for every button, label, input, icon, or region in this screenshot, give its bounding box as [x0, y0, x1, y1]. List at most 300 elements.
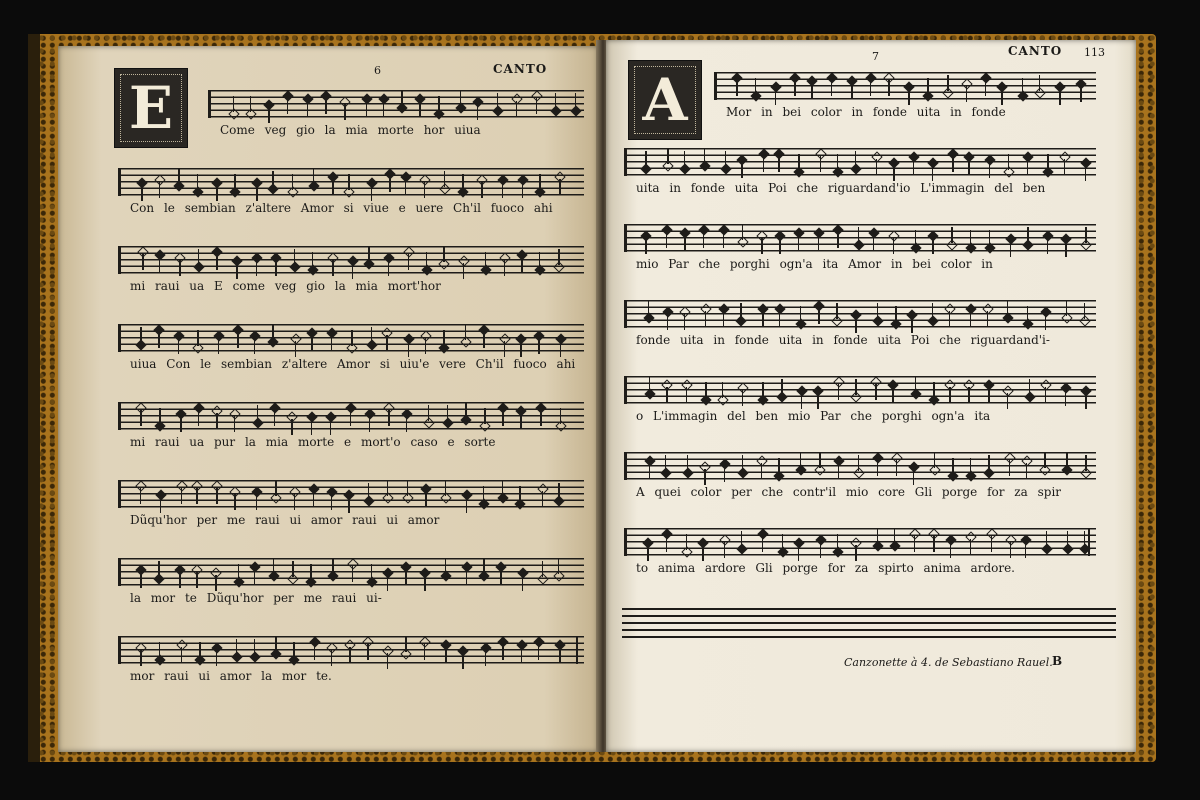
note-stem — [519, 486, 520, 502]
note-stem — [1064, 159, 1065, 175]
note-stem — [988, 455, 989, 471]
note-stem — [405, 569, 406, 585]
note-stem — [798, 154, 799, 170]
note-stem — [287, 98, 288, 114]
note-stem — [855, 545, 856, 561]
note-stem — [371, 185, 372, 201]
note-stem — [947, 75, 948, 91]
note-stem — [949, 387, 950, 403]
note-stem — [140, 410, 141, 426]
note-stem — [181, 647, 182, 663]
note-stem — [724, 542, 725, 558]
note-stem — [312, 252, 313, 268]
initial-letter: A — [642, 66, 688, 134]
note-stem — [989, 162, 990, 178]
note-stem — [934, 452, 935, 468]
music-system — [624, 376, 1096, 424]
note-stem — [331, 494, 332, 510]
note-stem — [216, 254, 217, 270]
note-stem — [254, 639, 255, 655]
note-stem — [424, 182, 425, 198]
lyric-line: Mor in bei color in fonde uita in fonde — [726, 105, 1006, 119]
note-stem — [1059, 89, 1060, 105]
clef — [624, 376, 637, 404]
lyric-line: mor raui ui amor la mor te. — [130, 669, 332, 683]
note-stem — [704, 148, 705, 164]
note-stem — [1008, 154, 1009, 170]
lyric-line: uita in fonde uita Poi che riguardand'io L'immagin del ben — [636, 181, 1046, 195]
note-stem — [388, 410, 389, 426]
note-stem — [558, 249, 559, 265]
note-stem — [913, 159, 914, 175]
note-stem — [419, 101, 420, 117]
note-stem — [1022, 78, 1023, 94]
note-stem — [178, 338, 179, 354]
note-stem — [500, 569, 501, 585]
note-stem — [250, 96, 251, 112]
note-stem — [755, 78, 756, 94]
note-stem — [855, 379, 856, 395]
note-stem — [256, 185, 257, 201]
note-stem — [179, 572, 180, 588]
note-stem — [198, 249, 199, 265]
music-system — [624, 148, 1096, 196]
note-stem — [877, 460, 878, 476]
note-stem — [352, 263, 353, 279]
note-stem — [504, 260, 505, 276]
note-stem — [1045, 387, 1046, 403]
note-stem — [367, 644, 368, 660]
note-stem — [485, 252, 486, 268]
note-stem — [888, 80, 889, 96]
note-stem — [970, 230, 971, 246]
note-stem — [332, 558, 333, 574]
note-stem — [463, 263, 464, 279]
lyric-line: mi raui ua pur la mia morte e mort'o caso e sorte — [130, 435, 496, 449]
note-stem — [406, 416, 407, 432]
printer-footer: Canzonette à 4. de Sebastiano Rauel. — [844, 656, 1053, 669]
note-stem — [762, 311, 763, 327]
note-stem — [762, 536, 763, 552]
note-stem — [344, 104, 345, 120]
note-stem — [314, 644, 315, 660]
note-stem — [723, 232, 724, 248]
note-stem — [798, 545, 799, 561]
note-stem — [504, 341, 505, 357]
note-stem — [820, 156, 821, 172]
note-stem — [818, 308, 819, 324]
clef — [118, 324, 131, 352]
note-stem — [140, 650, 141, 666]
lyric-line: la mor te Dũqu'hor per me raui ui- — [130, 591, 382, 605]
note-stem — [236, 263, 237, 279]
note-stem — [892, 387, 893, 403]
lyric-line: Come veg gio la mia morte hor uiua — [220, 123, 481, 137]
note-stem — [387, 653, 388, 669]
note-stem — [292, 561, 293, 577]
empty-staff — [622, 608, 1116, 642]
note-stem — [218, 338, 219, 354]
note-stem — [762, 382, 763, 398]
note-stem — [775, 89, 776, 105]
right-folio: 7 — [872, 50, 879, 63]
note-stem — [444, 171, 445, 187]
note-stem — [465, 402, 466, 418]
note-stem — [445, 480, 446, 496]
note-stem — [332, 260, 333, 276]
note-stem — [522, 182, 523, 198]
note-stem — [502, 644, 503, 660]
note-stem — [178, 168, 179, 184]
note-stem — [761, 238, 762, 254]
note-stem — [332, 179, 333, 195]
lyric-line: mi raui ua E come veg gio la mia mort'hor — [130, 279, 441, 293]
note-stem — [369, 416, 370, 432]
note-stem — [158, 332, 159, 348]
clef — [208, 90, 221, 118]
left-page — [58, 46, 598, 752]
note-stem — [877, 303, 878, 319]
note-stem — [782, 534, 783, 550]
note-stem — [274, 410, 275, 426]
note-stem — [141, 185, 142, 201]
note-stem — [1010, 241, 1011, 257]
note-stem — [558, 483, 559, 499]
note-stem — [870, 80, 871, 96]
note-stem — [275, 480, 276, 496]
lyric-line: Dũqu'hor per me raui ui amor raui ui amor — [130, 513, 440, 527]
note-stem — [687, 455, 688, 471]
note-stem — [648, 300, 649, 316]
note-stem — [465, 324, 466, 340]
note-stem — [831, 80, 832, 96]
note-stem — [742, 390, 743, 406]
note-stem — [159, 642, 160, 658]
note-stem — [686, 534, 687, 550]
note-stem — [295, 341, 296, 357]
note-stem — [198, 410, 199, 426]
note-stem — [896, 460, 897, 476]
note-stem — [273, 558, 274, 574]
note-stem — [1085, 393, 1086, 409]
note-stem — [445, 558, 446, 574]
note-stem — [645, 238, 646, 254]
note-stem — [462, 653, 463, 669]
initial-letter: E — [128, 74, 174, 142]
note-stem — [837, 534, 838, 550]
note-stem — [952, 458, 953, 474]
note-stem — [349, 647, 350, 663]
note-stem — [742, 224, 743, 240]
note-stem — [233, 96, 234, 112]
note-stem — [970, 311, 971, 327]
note-stem — [893, 165, 894, 181]
note-stem — [914, 536, 915, 552]
note-stem — [1047, 154, 1048, 170]
note-stem — [761, 463, 762, 479]
left-voice-label: CANTO — [493, 62, 548, 76]
note-stem — [932, 303, 933, 319]
note-stem — [1039, 75, 1040, 91]
note-stem — [949, 311, 950, 327]
note-stem — [1027, 227, 1028, 243]
note-stem — [741, 162, 742, 178]
music-system — [118, 402, 584, 450]
music-system — [118, 246, 584, 294]
note-stem — [1084, 531, 1085, 547]
note-stem — [725, 151, 726, 167]
note-stem — [666, 232, 667, 248]
note-stem — [968, 159, 969, 175]
clef — [624, 528, 637, 556]
note-stem — [257, 405, 258, 421]
note-stem — [542, 561, 543, 577]
note-stem — [559, 179, 560, 195]
music-system — [118, 168, 584, 216]
note-stem — [1065, 241, 1066, 257]
note-stem — [1080, 86, 1081, 102]
lyric-line: fonde uita in fonde uita in fonde uita Poi che riguardand'i- — [636, 333, 1050, 347]
note-stem — [649, 376, 650, 392]
note-stem — [800, 452, 801, 468]
note-stem — [483, 486, 484, 502]
clef — [118, 402, 131, 430]
note-stem — [1029, 379, 1030, 395]
clef — [118, 558, 131, 586]
note-stem — [293, 642, 294, 658]
right-page — [606, 40, 1136, 752]
note-stem — [351, 330, 352, 346]
note-stem — [330, 419, 331, 435]
note-stem — [542, 491, 543, 507]
note-stem — [988, 387, 989, 403]
note-stem — [443, 330, 444, 346]
note-stem — [311, 335, 312, 351]
music-system — [624, 528, 1096, 576]
note-stem — [819, 452, 820, 468]
final-barline — [1088, 528, 1090, 556]
note-stem — [1026, 463, 1027, 479]
note-stem — [460, 90, 461, 106]
note-stem — [894, 528, 895, 544]
note-stem — [536, 98, 537, 114]
note-stem — [1084, 303, 1085, 319]
note-stem — [987, 311, 988, 327]
clef — [624, 452, 637, 480]
note-stem — [425, 491, 426, 507]
note-stem — [666, 387, 667, 403]
note-stem — [197, 330, 198, 346]
signature-mark: B — [1052, 654, 1063, 668]
note-stem — [180, 416, 181, 432]
note-stem — [502, 410, 503, 426]
note-stem — [159, 408, 160, 424]
note-stem — [445, 647, 446, 663]
note-stem — [950, 542, 951, 558]
note-stem — [1065, 390, 1066, 406]
note-stem — [216, 185, 217, 201]
note-stem — [140, 572, 141, 588]
note-stem — [540, 410, 541, 426]
note-stem — [234, 416, 235, 432]
music-system — [118, 480, 584, 528]
note-stem — [858, 455, 859, 471]
note-stem — [424, 644, 425, 660]
note-stem — [1085, 227, 1086, 243]
note-stem — [933, 536, 934, 552]
note-stem — [779, 311, 780, 327]
note-stem — [383, 101, 384, 117]
note-stem — [158, 561, 159, 577]
note-stem — [497, 93, 498, 109]
note-stem — [837, 154, 838, 170]
lyric-line: o L'immagin del ben mio Par che porghi ogn'a ita — [636, 409, 991, 423]
note-stem — [350, 410, 351, 426]
note-stem — [234, 174, 235, 190]
note-stem — [801, 393, 802, 409]
note-stem — [1001, 89, 1002, 105]
right-voice-label: CANTO — [1008, 44, 1063, 58]
note-stem — [1027, 159, 1028, 175]
music-system — [118, 558, 584, 606]
note-stem — [331, 335, 332, 351]
note-stem — [538, 338, 539, 354]
note-stem — [313, 491, 314, 507]
note-stem — [740, 303, 741, 319]
music-system — [118, 324, 584, 372]
note-stem — [272, 324, 273, 340]
note-stem — [159, 182, 160, 198]
note-stem — [798, 235, 799, 251]
note-stem — [558, 558, 559, 574]
note-stem — [256, 260, 257, 276]
clef — [118, 636, 131, 664]
note-stem — [484, 408, 485, 424]
note-stem — [927, 78, 928, 94]
note-stem — [268, 107, 269, 123]
note-stem — [684, 151, 685, 167]
right-decorated-initial — [628, 60, 702, 140]
note-stem — [915, 376, 916, 392]
note-stem — [325, 98, 326, 114]
note-stem — [216, 650, 217, 666]
note-stem — [1067, 531, 1068, 547]
note-stem — [724, 466, 725, 482]
clef — [624, 224, 637, 252]
staff-lines — [624, 376, 1096, 404]
note-stem — [389, 176, 390, 192]
note-stem — [236, 639, 237, 655]
note-stem — [275, 636, 276, 652]
note-stem — [405, 636, 406, 652]
note-stem — [275, 260, 276, 276]
note-stem — [741, 531, 742, 547]
note-stem — [408, 254, 409, 270]
note-stem — [142, 254, 143, 270]
note-stem — [705, 382, 706, 398]
note-stem — [256, 494, 257, 510]
note-stem — [348, 497, 349, 513]
note-stem — [723, 311, 724, 327]
note-stem — [875, 384, 876, 400]
note-stem — [1007, 393, 1008, 409]
note-stem — [1027, 306, 1028, 322]
note-stem — [368, 246, 369, 262]
note-stem — [483, 558, 484, 574]
note-stem — [181, 488, 182, 504]
note-stem — [313, 168, 314, 184]
note-stem — [539, 174, 540, 190]
note-stem — [908, 89, 909, 105]
note-stem — [502, 480, 503, 496]
note-stem — [817, 393, 818, 409]
note-stem — [196, 488, 197, 504]
note-stem — [388, 260, 389, 276]
note-stem — [425, 338, 426, 354]
note-stem — [179, 260, 180, 276]
note-stem — [684, 235, 685, 251]
note-stem — [521, 257, 522, 273]
note-stem — [1045, 314, 1046, 330]
note-stem — [140, 488, 141, 504]
note-stem — [348, 174, 349, 190]
note-stem — [307, 101, 308, 117]
note-stem — [858, 227, 859, 243]
note-stem — [666, 536, 667, 552]
note-stem — [199, 642, 200, 658]
note-stem — [932, 165, 933, 181]
note-stem — [705, 311, 706, 327]
note-stem — [800, 306, 801, 322]
note-stem — [408, 341, 409, 357]
note-stem — [196, 572, 197, 588]
note-stem — [1046, 531, 1047, 547]
note-stem — [405, 179, 406, 195]
left-folio: 6 — [374, 64, 381, 77]
note-stem — [234, 494, 235, 510]
clef — [624, 300, 637, 328]
clef — [624, 148, 637, 176]
note-stem — [1066, 452, 1067, 468]
note-stem — [443, 246, 444, 262]
music-system — [624, 300, 1096, 348]
note-stem — [855, 151, 856, 167]
note-stem — [371, 564, 372, 580]
note-stem — [855, 317, 856, 333]
note-stem — [560, 341, 561, 357]
note-stem — [647, 545, 648, 561]
note-stem — [387, 575, 388, 591]
note-stem — [520, 413, 521, 429]
note-stem — [779, 238, 780, 254]
lyric-line: uiua Con le sembian z'altere Amor si uiu'e vere Ch'il fuoco ahi — [130, 357, 576, 371]
note-stem — [502, 182, 503, 198]
note-stem — [428, 405, 429, 421]
note-stem — [1009, 460, 1010, 476]
note-stem — [294, 494, 295, 510]
note-stem — [466, 569, 467, 585]
note-stem — [407, 480, 408, 496]
note-stem — [575, 93, 576, 109]
note-stem — [913, 469, 914, 485]
note-stem — [1047, 238, 1048, 254]
note-stem — [932, 238, 933, 254]
note-stem — [466, 497, 467, 513]
music-system — [624, 452, 1096, 500]
note-stem — [1010, 542, 1011, 558]
note-stem — [991, 536, 992, 552]
note-stem — [481, 182, 482, 198]
